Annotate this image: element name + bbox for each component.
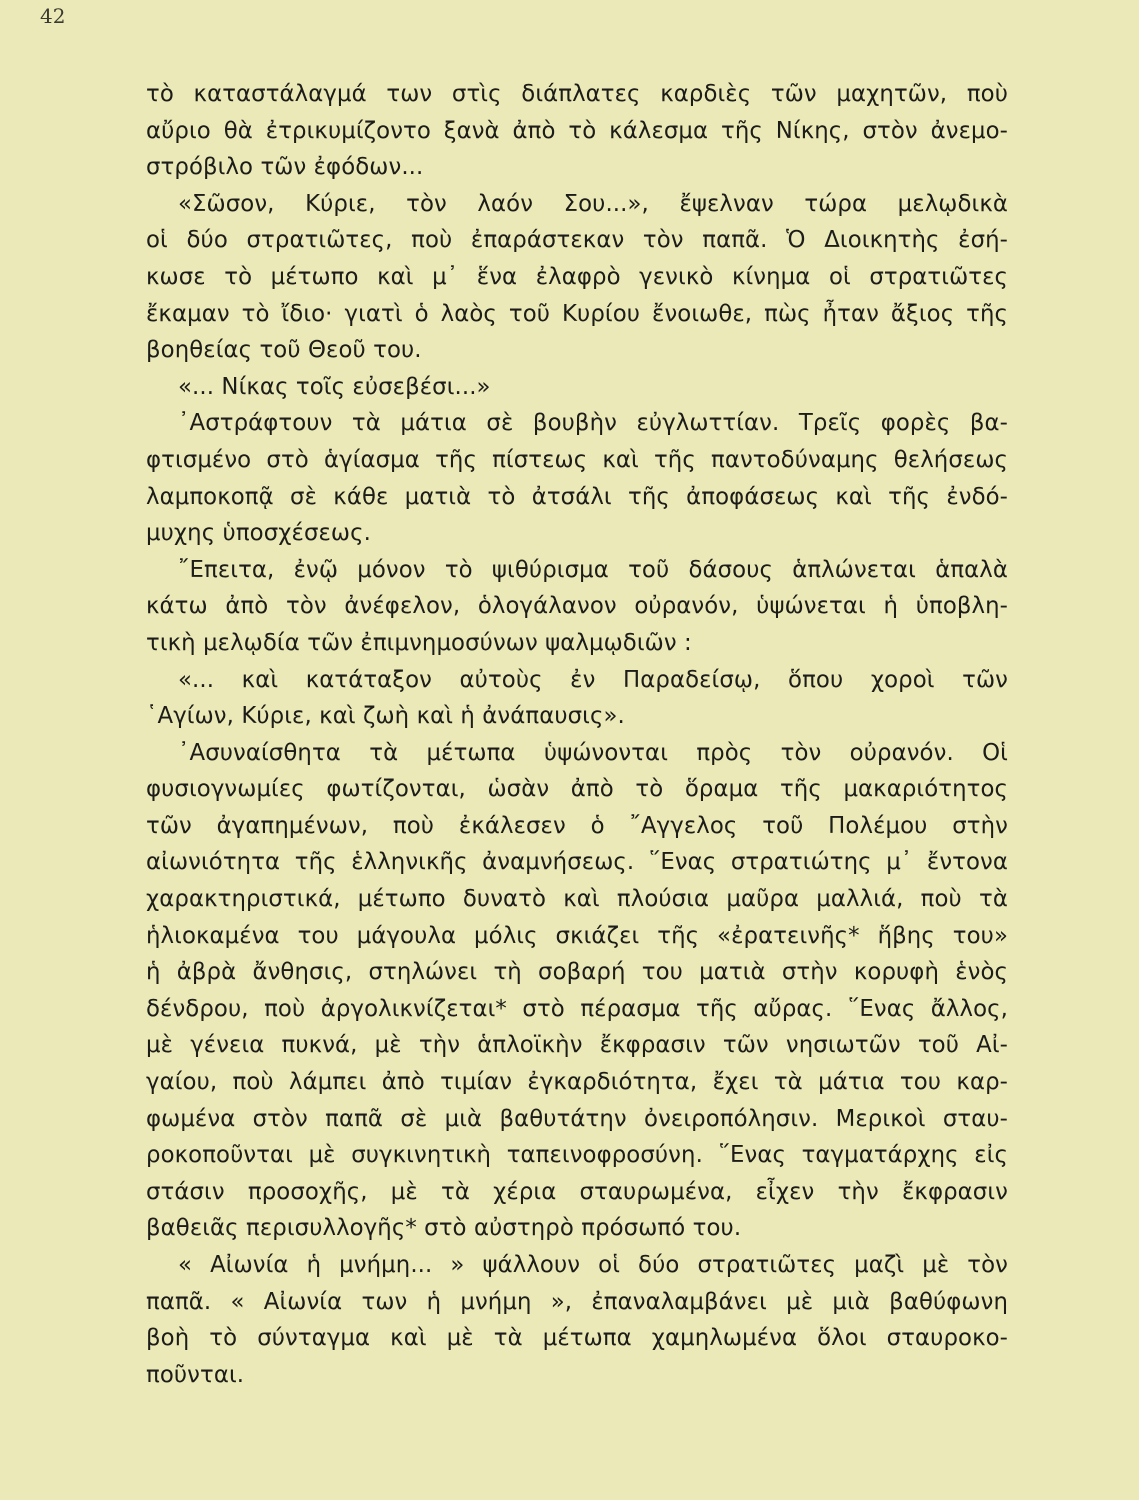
text-line: ᾽Ασυναίσθητα τὰ μέτωπα ὑψώνονται πρὸς τὸν οὐρανόν. Οἱ <box>178 739 1008 766</box>
text-line: τὸ καταστάλαγμά των στὶς διάπλατες καρδιὲς τῶν μαχητῶν, ποὺ <box>146 81 1008 107</box>
text-line: φυσιογνωμίες φωτίζονται, ὡσὰν ἀπὸ τὸ ὅραμα τῆς μακαριότητος <box>146 776 1008 803</box>
text-line: ῎Επειτα, ἐνῷ μόνον τὸ ψιθύρισμα τοῦ δάσους ἁπλώνεται ἁπαλὰ <box>178 556 1008 583</box>
text-line: βοὴ τὸ σύνταγμα καὶ μὲ τὰ μέτωπα χαμηλωμένα ὅλοι σταυροκο- <box>146 1325 1008 1352</box>
text-line: τικὴ μελῳδία τῶν ἐπιμνημοσύνων ψαλμῳδιῶν : <box>146 629 692 656</box>
text-line: στάσιν προσοχῆς, μὲ τὰ χέρια σταυρωμένα, εἶχεν τὴν ἔκφρασιν <box>146 1178 1008 1205</box>
text-line: βαθειᾶς περισυλλογῆς* στὸ αὐστηρὸ πρόσωπό του. <box>146 1215 742 1242</box>
text-line: γαίου, ποὺ λάμπει ἀπὸ τιμίαν ἐγκαρδιότητα, ἔχει τὰ μάτια του καρ- <box>146 1069 1008 1096</box>
page-number: 42 <box>40 4 66 28</box>
text-line: κάτω ἀπὸ τὸν ἀνέφελον, ὁλογάλανον οὐρανόν, ὑψώνεται ἡ ὑποβλη- <box>146 593 1008 620</box>
text-line: ἔκαμαν τὸ ἴδιο· γιατὶ ὁ λαὸς τοῦ Κυρίου ἔνοιωθε, πὼς ἦταν ἄξιος τῆς <box>146 300 1008 327</box>
text-line: οἱ δύο στρατιῶτες, ποὺ ἐπαράστεκαν τὸν παπᾶ. Ὁ Διοικητὴς ἐσή- <box>146 227 1008 254</box>
text-line: μυχης ὑποσχέσεως. <box>146 520 371 547</box>
text-line: λαμποκοπᾷ σὲ κάθε ματιὰ τὸ ἀτσάλι τῆς ἀποφάσεως καὶ τῆς ἐνδό- <box>146 483 1008 510</box>
text-line: ἡ ἀβρὰ ἄνθησις, στηλώνει τὴ σοβαρή του ματιὰ στὴν κορυφὴ ἑνὸς <box>146 959 1008 986</box>
text-line: «... Νίκας τοῖς εὐσεβέσι...» <box>178 373 491 400</box>
text-line: τῶν ἀγαπημένων, ποὺ ἐκάλεσεν ὁ ῎Αγγελος τοῦ Πολέμου στὴν <box>146 812 1008 839</box>
text-line: ᾽Αστράφτουν τὰ μάτια σὲ βουβὴν εὐγλωττίαν. Τρεῖς φορὲς βα- <box>178 410 1008 437</box>
text-line: βοηθείας τοῦ Θεοῦ του. <box>146 337 422 364</box>
text-line: φτισμένο στὸ ἁγίασμα τῆς πίστεως καὶ τῆς παντοδύναμης θελήσεως <box>146 446 1008 473</box>
body-text <box>146 76 1008 1393</box>
text-line: φωμένα στὸν παπᾶ σὲ μιὰ βαθυτάτην ὀνειροπόλησιν. Μερικοὶ σταυ- <box>146 1105 1008 1132</box>
text-line: ῾Αγίων, Κύριε, καὶ ζωὴ καὶ ἡ ἀνάπαυσις». <box>146 703 625 730</box>
text-line: «Σῶσον, Κύριε, τὸν λαόν Σου...», ἔψελναν τώρα μελῳδικὰ <box>178 190 1008 217</box>
text-line: ποῦνται. <box>146 1361 245 1388</box>
text-line: μὲ γένεια πυκνά, μὲ τὴν ἁπλοϊκὴν ἔκφρασιν τῶν νησιωτῶν τοῦ Αἰ- <box>146 1032 1008 1059</box>
text-line: αἰωνιότητα τῆς ἑλληνικῆς ἀναμνήσεως. ῞Ενας στρατιώτης μ᾽ ἔντονα <box>146 849 1008 876</box>
text-line: « Αἰωνία ἡ μνήμη... » ψάλλουν οἱ δύο στρατιῶτες μαζὶ μὲ τὸν <box>178 1252 1008 1278</box>
text-line: ροκοποῦνται μὲ συγκινητικὴ ταπεινοφροσύνη. ῞Ενας ταγματάρχης εἰς <box>146 1142 1008 1169</box>
text-line: χαρακτηριστικά, μέτωπο δυνατὸ καὶ πλούσια μαῦρα μαλλιά, ποὺ τὰ <box>146 886 1008 913</box>
text-line: παπᾶ. « Αἰωνία των ἡ μνήμη », ἐπαναλαμβάνει μὲ μιὰ βαθύφωνη <box>146 1288 1008 1315</box>
text-line: κωσε τὸ μέτωπο καὶ μ᾽ ἕνα ἐλαφρὸ γενικὸ κίνημα οἱ στρατιῶτες <box>146 263 1008 290</box>
text-line: ἡλιοκαμένα του μάγουλα μόλις σκιάζει τῆς «ἐρατεινῆς* ἥβης του» <box>146 922 1008 949</box>
text-line: δένδρου, ποὺ ἀργολικνίζεται* στὸ πέρασμα τῆς αὔρας. ῞Ενας ἄλλος, <box>146 995 1008 1022</box>
text-line: αὔριο θὰ ἐτρικυμίζοντο ξανὰ ἀπὸ τὸ κάλεσμα τῆς Νίκης, στὸν ἀνεμο- <box>146 117 1008 144</box>
text-line: στρόβιλο τῶν ἐφόδων... <box>146 154 424 181</box>
text-line: «... καὶ κατάταξον αὐτοὺς ἐν Παραδείσῳ, ὅπου χοροὶ τῶν <box>178 666 1008 693</box>
